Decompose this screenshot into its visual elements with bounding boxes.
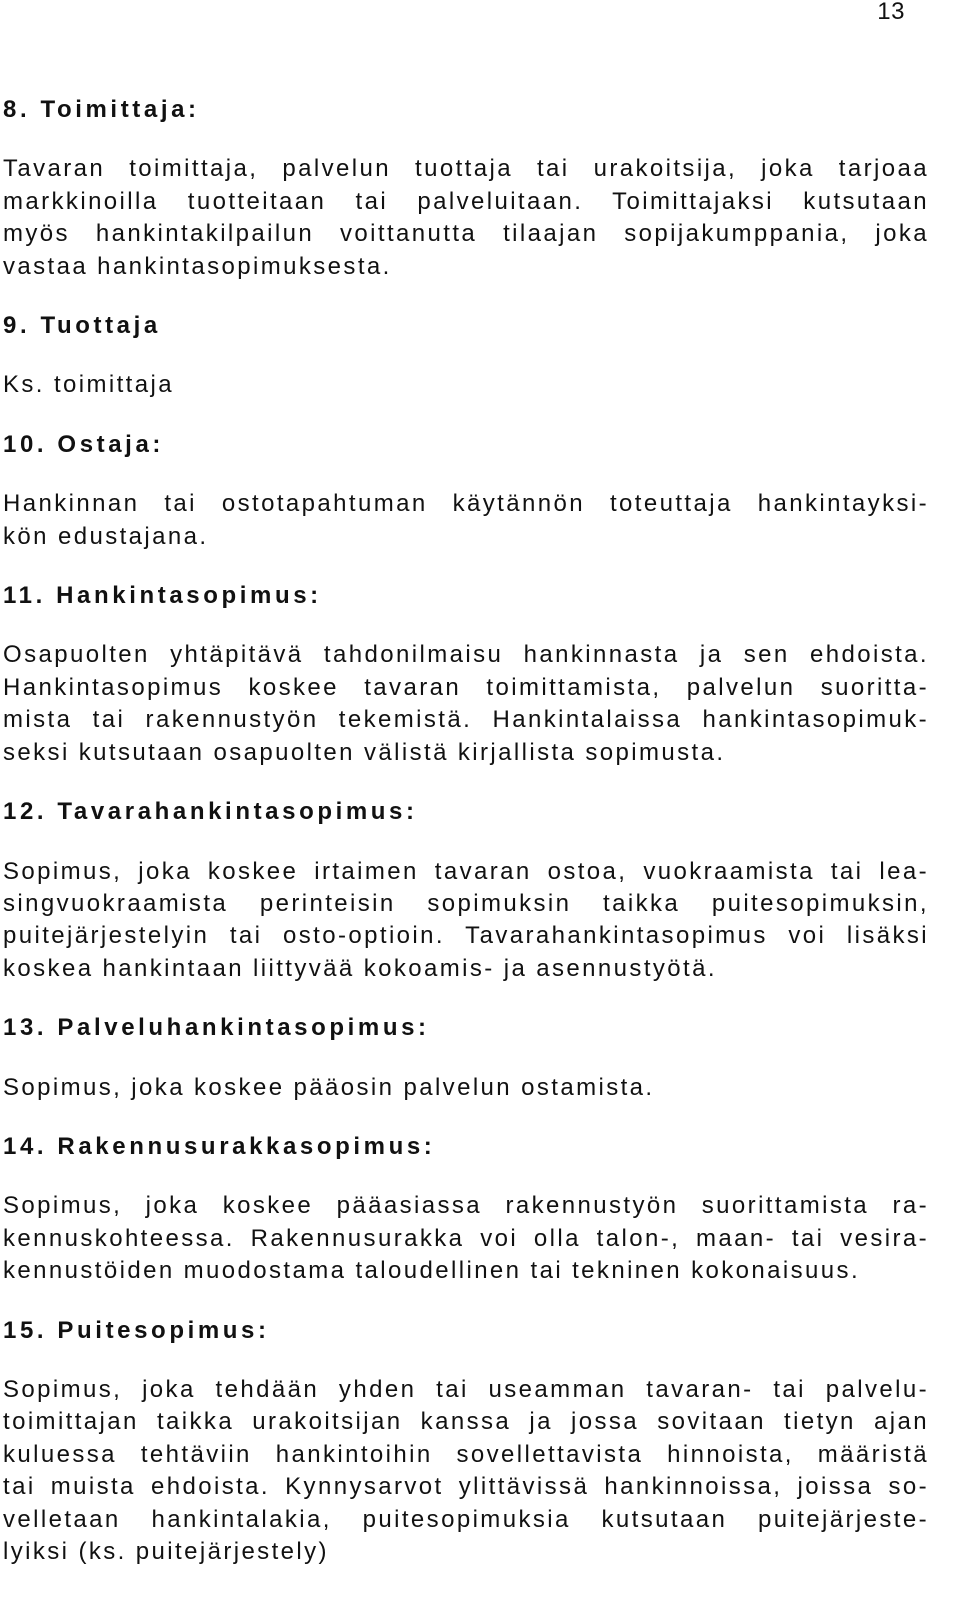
paragraph-line: kuluessa tehtäviin hankintoihin sovellettavista hinnoista, määristä [3, 1440, 929, 1468]
paragraph [3, 488, 929, 553]
paragraph [3, 153, 929, 283]
paragraph [3, 1190, 929, 1287]
paragraph-line: puitejärjestelyin tai osto-optioin. Tavarahankintasopimus voi lisäksi [3, 922, 929, 950]
section-heading: 12. Tavarahankintasopimus: [3, 798, 418, 826]
paragraph-line: Sopimus, joka tehdään yhden tai useamman tavaran- tai palvelu- [3, 1375, 929, 1403]
section-heading: 11. Hankintasopimus: [3, 582, 322, 610]
paragraph [3, 369, 929, 401]
paragraph-line: Sopimus, joka koskee pääosin palvelun ostamista. [3, 1073, 655, 1101]
section-heading: 9. Tuottaja [3, 312, 161, 340]
section-heading: 8. Toimittaja: [3, 96, 200, 123]
paragraph-line: toimittajan taikka urakoitsijan kanssa ja jossa sovitaan tietyn ajan [3, 1408, 929, 1436]
paragraph-line: mista tai rakennustyön tekemistä. Hankintalaissa hankintasopimuk- [3, 706, 929, 734]
paragraph [3, 856, 929, 986]
paragraph-line: seksi kutsutaan osapuolten välistä kirjallista sopimusta. [3, 738, 726, 766]
section-15 [3, 1315, 929, 1569]
section-8 [3, 94, 929, 283]
section-14 [3, 1131, 929, 1288]
section-12 [3, 796, 929, 985]
paragraph-line: myös hankintakilpailun voittanutta tilaajan sopijakumppania, joka [3, 220, 929, 248]
paragraph [3, 1374, 929, 1568]
section-heading: 13. Palveluhankintasopimus: [3, 1014, 430, 1042]
document-body [3, 94, 929, 1595]
section-11 [3, 580, 929, 769]
paragraph-line: Osapuolten yhtäpitävä tahdonilmaisu hankinnasta ja sen ehdoista. [3, 641, 929, 669]
section-13 [3, 1012, 929, 1104]
paragraph-line: Ks. toimittaja [3, 371, 174, 399]
paragraph-line: kön edustajana. [3, 522, 209, 550]
paragraph-line: vastaa hankintasopimuksesta. [3, 252, 392, 280]
paragraph-line: lyiksi (ks. puitejärjestely) [3, 1538, 329, 1565]
page-number: 13 [877, 0, 905, 25]
paragraph-line: singvuokraamista perinteisin sopimuksin taikka puitesopimuksin, [3, 889, 929, 917]
section-heading: 14. Rakennusurakkasopimus: [3, 1132, 436, 1160]
paragraph [3, 1072, 929, 1104]
paragraph-line: kennustöiden muodostama taloudellinen tai tekninen kokonaisuus. [3, 1257, 861, 1285]
section-10 [3, 429, 929, 553]
paragraph-line: Sopimus, joka koskee irtaimen tavaran ostoa, vuokraamista tai lea- [3, 857, 929, 885]
section-heading: 10. Ostaja: [3, 430, 164, 458]
paragraph-line: Sopimus, joka koskee pääasiassa rakennustyön suorittamista ra- [3, 1192, 929, 1220]
paragraph-line: tai muista ehdoista. Kynnysarvot ylittävissä hankinnoissa, joissa so- [3, 1473, 929, 1501]
section-9 [3, 310, 929, 402]
paragraph [3, 639, 929, 769]
section-heading: 15. Puitesopimus: [3, 1316, 270, 1344]
paragraph-line: koskea hankintaan liittyvää kokoamis- ja asennustyötä. [3, 954, 717, 982]
paragraph-line: kennuskohteessa. Rakennusurakka voi olla talon-, maan- tai vesira- [3, 1224, 929, 1252]
paragraph-line: Hankintasopimus koskee tavaran toimittamista, palvelun suoritta- [3, 673, 929, 701]
paragraph-line: Hankinnan tai ostotapahtuman käytännön toteuttaja hankintayksi- [3, 490, 929, 518]
paragraph-line: velletaan hankintalakia, puitesopimuksia kutsutaan puitejärjeste- [3, 1505, 929, 1533]
paragraph-line: markkinoilla tuotteitaan tai palveluitaan. Toimittajaksi kutsutaan [3, 187, 929, 215]
paragraph-line: Tavaran toimittaja, palvelun tuottaja tai urakoitsija, joka tarjoaa [3, 155, 929, 183]
